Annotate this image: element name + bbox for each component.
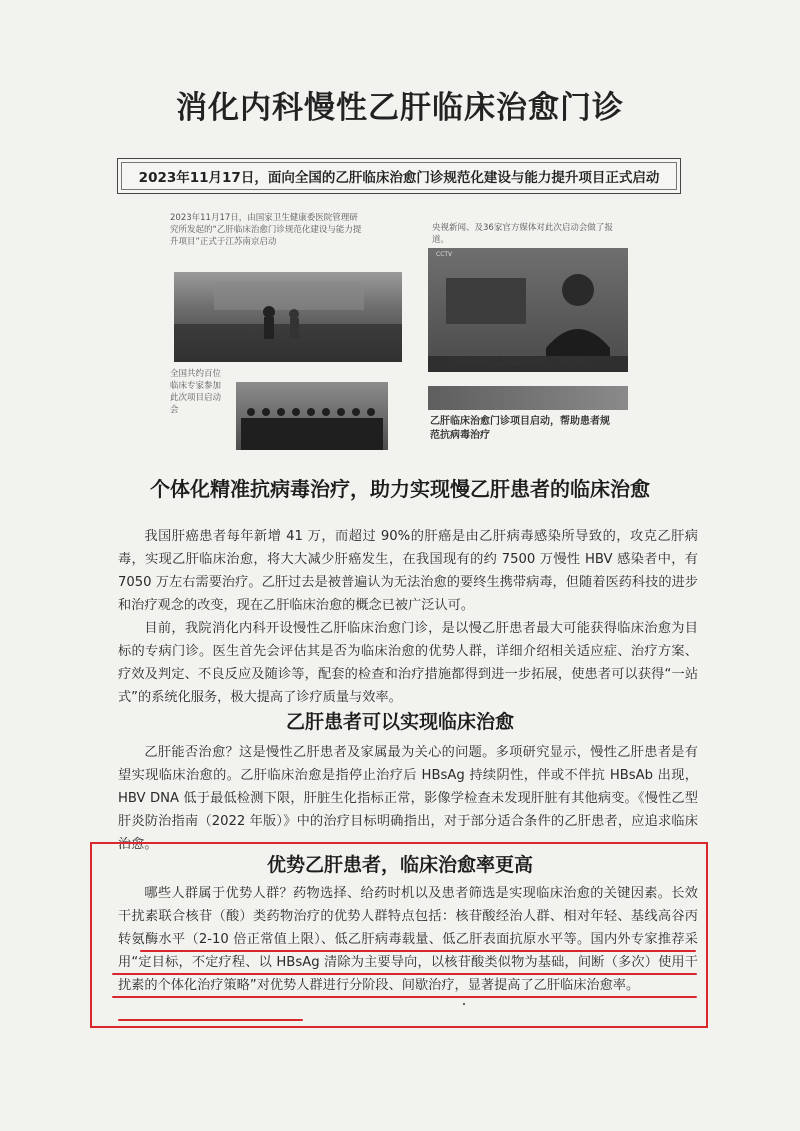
section2-heading: 乙肝患者可以实现临床治愈: [285, 711, 514, 733]
section1-paragraph-1: 我国肝癌患者每年新增 41 万，而超过 90%的肝癌是由乙肝病毒感染所导致的，攻克乙肝病毒，实现乙肝临床治愈，将大大减少肝癌发生，在我国现有的约 7500 万慢性 HBV 感染者中，有 7050 万左右需要治疗。乙肝过去是被普遍认为无法治愈的要终生携带病毒，但随着医药科技的进步和治疗观念的改变，现在乙肝临床治愈的概念已被广泛认可。: [118, 529, 698, 613]
left-caption-side: 全国共约百位临床专家参加此次项目启动会: [170, 369, 222, 415]
underline-mark-4: [118, 1019, 303, 1021]
group-photo-people: [236, 382, 388, 450]
left-caption-top: 2023年11月17日，由国家卫生健康委医院管理研究所发起的“乙肝临床治愈门诊规范化建设与能力提升项目”正式于江苏南京启动: [170, 213, 362, 247]
ceremony-scene: [174, 272, 402, 362]
launch-ceremony-photo: [174, 272, 402, 362]
right-caption-top: 央视新闻、及36家官方媒体对此次启动会做了报道。: [432, 223, 613, 245]
right-photo-collage: [420, 222, 635, 450]
page-title: 消化内科慢性乙肝临床治愈门诊: [176, 90, 624, 126]
underline-mark-3: [112, 996, 697, 998]
section2-paragraph-1: 乙肝能否治愈？这是慢性乙肝患者及家属最为关心的问题。多项研究显示，慢性乙肝患者是有望实现临床治愈的。乙肝临床治愈是指停止治疗后 HBsAg 持续阴性，伴或不伴抗 HBsAb 出现，HBV DNA 低于最低检测下限，肝脏生化指标正常，影像学检查未发现肝脏有其他病变。《慢性乙型肝炎防治指南（2022 年版）》中的治疗目标明确指出，对于部分适合条件的乙肝患者，应追求临床治愈。: [118, 745, 698, 852]
underline-mark-1: [140, 950, 696, 952]
news-anchor-scene: [428, 248, 628, 372]
group-photo: [236, 382, 388, 450]
right-bottom-caption: 乙肝临床治愈门诊项目启动，帮助患者规范抗病毒治疗: [430, 416, 610, 441]
left-photo-collage: [170, 212, 402, 450]
ink-dot: [463, 1003, 465, 1005]
announcement-banner: [117, 158, 681, 194]
svg-text:CCTV: CCTV: [436, 251, 453, 258]
section3-paragraph-1: 哪些人群属于优势人群？药物选择、给药时机以及患者筛选是实现临床治愈的关键因素。长效干扰素联合核苷（酸）类药物治疗的优势人群特点包括：核苷酸经治人群、相对年轻、基线高谷丙转氨酶水平（2-10 倍正常值上限）、低乙肝病毒载量、低乙肝表面抗原水平等。国内外专家推荐采用“定目标，不定疗程、以 HBsAg 清除为主要导向，以核苷酸类似物为基础，间断（多次）使用干扰素的个体化治疗策略”对优势人群进行分阶段、间歇治疗，显著提高了乙肝临床治愈率。: [118, 886, 698, 993]
peoples-daily-strip: [428, 386, 628, 410]
news-broadcast-photo: [428, 248, 628, 372]
section3-heading: 优势乙肝患者，临床治愈率更高: [266, 854, 533, 876]
section1-heading: 个体化精准抗病毒治疗，助力实现慢乙肝患者的临床治愈: [150, 477, 650, 501]
banner-text: 2023年11月17日，面向全国的乙肝临床治愈门诊规范化建设与能力提升项目正式启动: [138, 170, 660, 186]
underline-mark-2: [112, 973, 697, 975]
tv-caption: 我国启动乙肝临床治愈门诊项目: [450, 357, 590, 368]
section1-paragraph-2: 目前，我院消化内科开设慢性乙肝临床治愈门诊，是以慢乙肝患者最大可能获得临床治愈为目标的专病门诊。医生首先会评估其是否为临床治愈的优势人群，详细介绍相关适应症、治疗方案、疗效及判定、不良反应及随诊等，配套的检查和治疗措施都得到进一步拓展，使患者可以获得“一站式”的系统化服务，极大提高了诊疗质量与效率。: [118, 621, 698, 705]
